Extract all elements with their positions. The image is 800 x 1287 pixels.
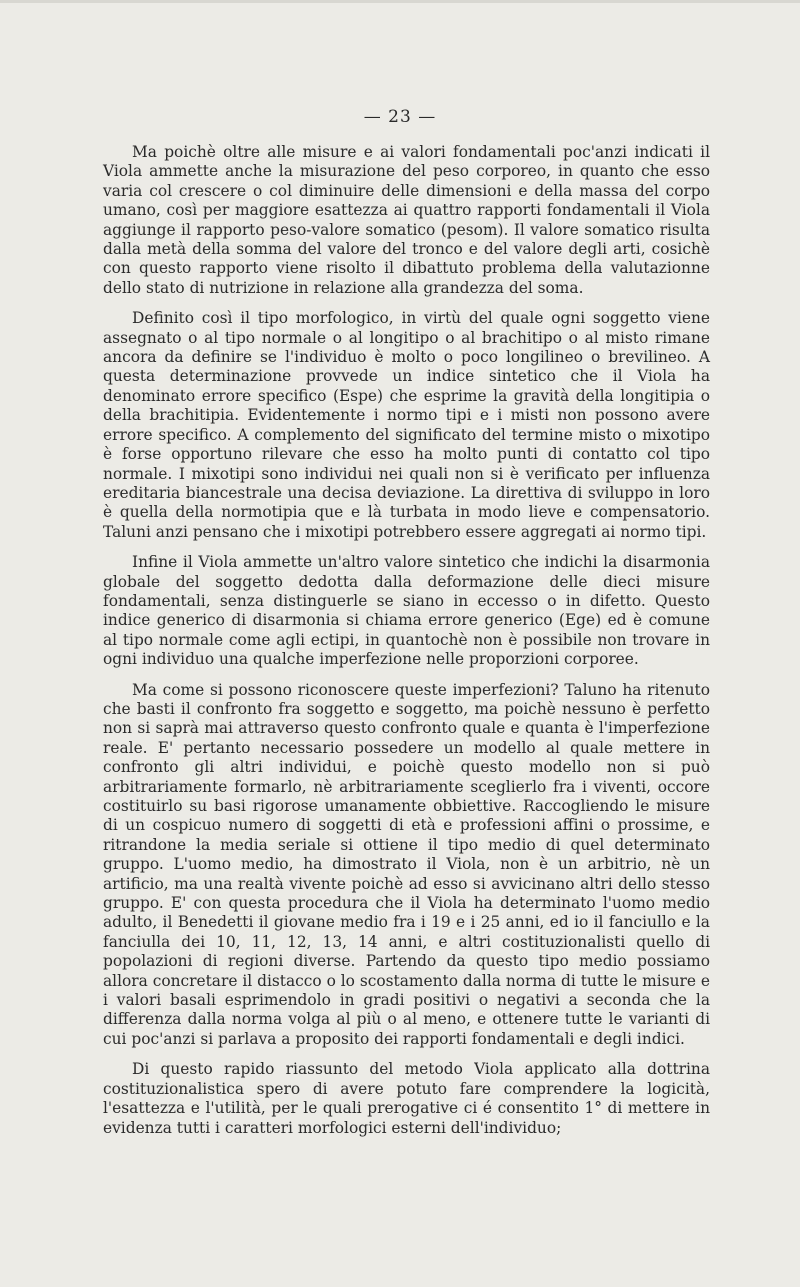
page-number: — 23 — [363, 107, 437, 127]
paragraph-4: Ma come si possono riconoscere queste imperfezioni? Taluno ha ritenuto che basti il confronto fra soggetto e soggetto, ma poichè nessuno è perfetto non si saprà mai attraverso questo confronto quale e quanta è l'imperfezione reale. E' pertanto necessario possedere un modello al quale mettere in confronto gli altri individui, e poichè questo modello non si può arbitrariamente formarlo, nè arbitrariamente sceglierlo fra i viventi, occore costituirlo su basi rigorose umanamente obbiettive. Raccogliendo le misure di un cospicuo numero di soggetti di età e professioni affini o prossime, e ritrandone la media seriale si ottiene il tipo medio di quel determinato gruppo. L'uomo medio, ha dimostrato il Viola, non è un arbitrio, nè un artificio, ma una realtà vivente poichè ad esso si avvicinano altri dello stesso gruppo. E' con questa procedura che il Viola ha determinato l'uomo medio adulto, il Benedetti il giovane medio fra i 19 e i 25 anni, ed io il fanciullo e la fanciulla dei 10, 11, 12, 13, 14 anni, e altri costituzionalisti quello di popolazioni di regioni diverse. Partendo da questo tipo medio possiamo allora concretare il distacco o lo scostamento dalla norma di tutte le misure e i valori basali esprimendolo in gradi positivi o negativi a seconda che la differenza dalla norma volga al più o al meno, e ottenere tutte le varianti di cui poc'anzi si parlava a proposito dei rapporti fondamentali e degli indici. [103, 680, 710, 1048]
paragraph-3: Infine il Viola ammette un'altro valore sintetico che indichi la disarmonia globale del soggetto dedotta dalla deformazione delle dieci misure fondamentali, senza distinguerle se siano in eccesso o in difetto. Questo indice generico di disarmonia si chiama errore generico (Ege) ed è comune al tipo normale come agli ectipi, in quantochè non è possibile non trovare in ogni individuo una qualche imperfezione nelle proporzioni corporee. [103, 553, 710, 669]
page-edge [0, 0, 800, 3]
paragraph-1: Ma poichè oltre alle misure e ai valori fondamentali poc'anzi indicati il Viola ammette anche la misurazione del peso corporeo, in quanto che esso varia col crescere o col diminuire delle dimensioni e della massa del corpo umano, così per maggiore esattezza ai quattro rapporti fondamentali il Viola aggiunge il rapporto peso-valore somatico (pesom). Il valore somatico risulta dalla metà della somma del valore del tronco e del valore degli arti, cosichè con questo rapporto viene risolto il dibattuto problema della valutazionne dello stato di nutrizione in relazione alla grandezza del soma. [103, 143, 710, 297]
paragraph-5: Di questo rapido riassunto del metodo Viola applicato alla dottrina costituzionalistica spero di avere potuto fare comprendere la logicità, l'esattezza e l'utilità, per le quali prerogative ci é consentito 1° di mettere in evidenza tutti i caratteri morfologici esterni dell'individuo; [103, 1060, 710, 1137]
body-text [103, 143, 710, 1149]
paragraph-2: Definito così il tipo morfologico, in virtù del quale ogni soggetto viene assegnato o al tipo normale o al longitipo o al brachitipo o al misto rimane ancora da definire se l'individuo è molto o poco longilineo o brevilineo. A questa determinazione provvede un indice sintetico che il Viola ha denominato errore specifico (Espe) che esprime la gravità della longitipia o della brachitipia. Evidentemente i normo tipi e i misti non possono avere errore specifico. A complemento del significato del termine misto o mixotipo è forse opportuno rilevare che esso ha molto punti di contatto col tipo normale. I mixotipi sono individui nei quali non si è verificato per influenza ereditaria biancestrale una decisa deviazione. La direttiva di sviluppo in loro è quella della normotipia que e là turbata in modo lieve e compensatorio. Taluni anzi pensano che i mixotipi potrebbero essere aggregati ai normo tipi. [103, 309, 710, 541]
